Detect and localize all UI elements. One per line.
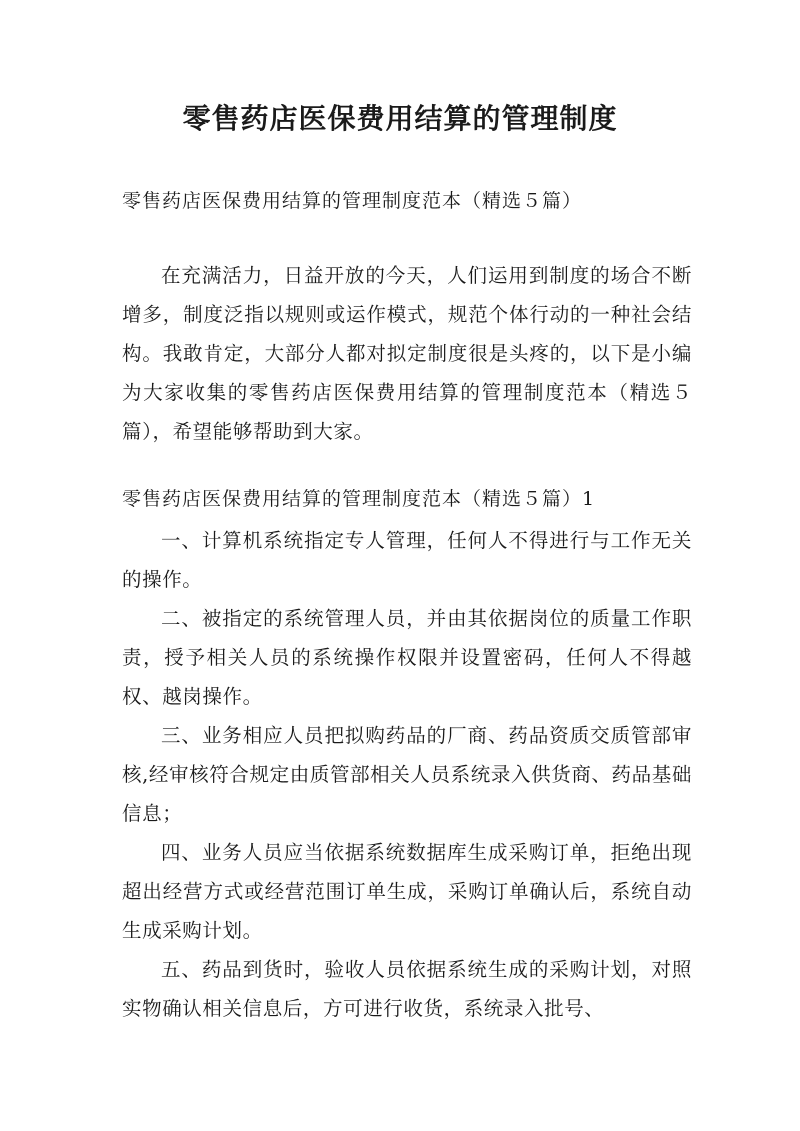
intro-paragraph: 在充满活力，日益开放的今天，人们运用到制度的场合不断增多，制度泛指以规则或运作模式，规范个体行动的一种社会结构。我敢肯定，大部分人都对拟定制度很是头疼的，以下是小编为大家收集的零售药店医保费用结算的管理制度范本（精选５篇），希望能够帮助到大家。 (122, 264, 692, 443)
document-subtitle: 零售药店医保费用结算的管理制度范本（精选５篇） (122, 190, 583, 212)
body-paragraph-3: 三、业务相应人员把拟购药品的厂商、药品资质交质管部审核,经审核符合规定由质管部相关人员系统录入供货商、药品基础信息； (122, 724, 692, 825)
body-paragraph-4: 四、业务人员应当依据系统数据库生成采购订单，拒绝出现超出经营方式或经营范围订单生成，采购订单确认后，系统自动生成采购计划。 (122, 841, 692, 942)
body-paragraph-5: 五、药品到货时，验收人员依据系统生成的采购计划，对照实物确认相关信息后，方可进行收货，系统录入批号、 (122, 958, 692, 1020)
section-heading: 零售药店医保费用结算的管理制度范本（精选５篇）1 (122, 488, 596, 510)
body-paragraph-2: 二、被指定的系统管理人员，并由其依据岗位的质量工作职责，授予相关人员的系统操作权限并设置密码，任何人不得越权、越岗操作。 (122, 607, 692, 708)
document-title: 零售药店医保费用结算的管理制度 (182, 102, 618, 135)
body-paragraph-1: 一、计算机系统指定专人管理，任何人不得进行与工作无关的操作。 (122, 529, 692, 591)
